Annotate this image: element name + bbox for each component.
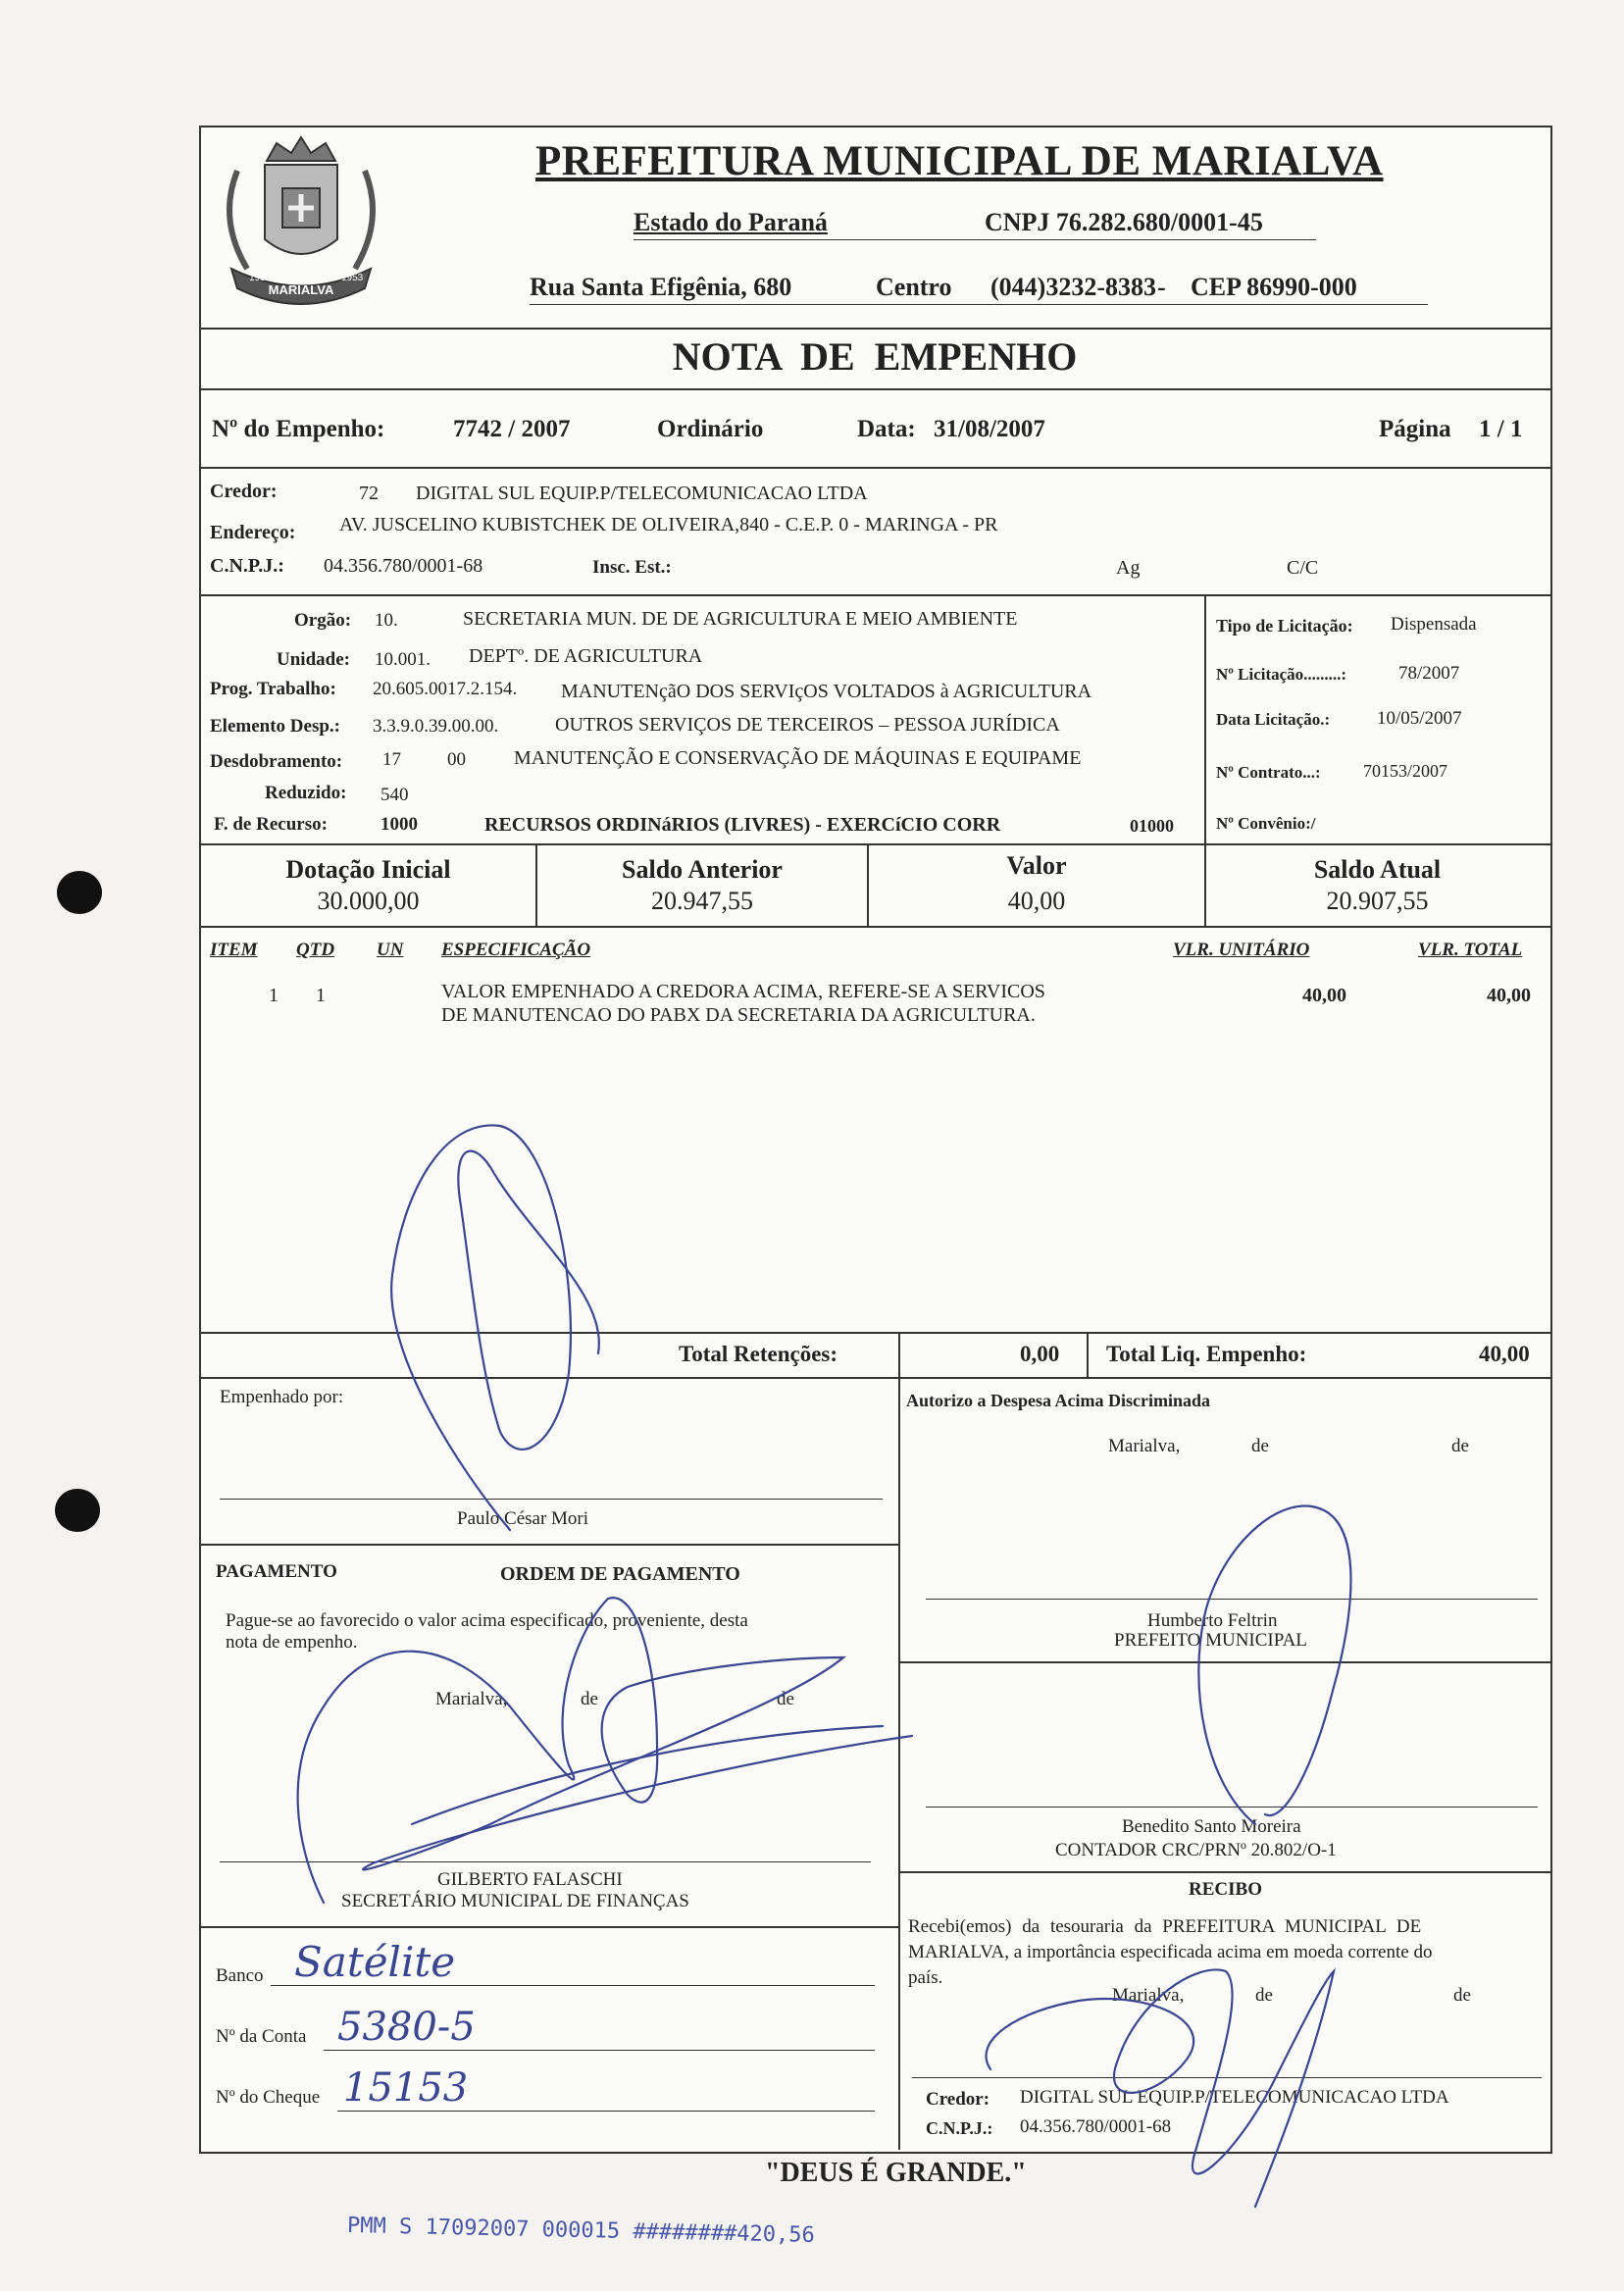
- empenho-type: Ordinário: [657, 416, 764, 442]
- unidade-name: DEPTº. DE AGRICULTURA: [469, 645, 703, 667]
- valor: 40,00: [1007, 887, 1066, 915]
- col-un: UN: [377, 940, 404, 960]
- punch-hole: [55, 1489, 100, 1532]
- header-district: Centro: [876, 273, 952, 301]
- col-spec: ESPECIFICAÇÃO: [441, 940, 591, 960]
- col-unit: VLR. UNITÁRIO: [1173, 940, 1310, 960]
- empenhado-name: Paulo César Mori: [457, 1508, 589, 1529]
- header-state: Estado do Paraná: [634, 208, 828, 236]
- header-title: PREFEITURA MUNICIPAL DE MARIALVA: [535, 138, 1384, 184]
- col-qtd: QTD: [296, 940, 335, 960]
- contador-title: CONTADOR CRC/PRNº 20.802/O-1: [1055, 1840, 1337, 1860]
- credor-address: AV. JUSCELINO KUBISTCHEK DE OLIVEIRA,840 - C.E.P. 0 - MARINGA - PR: [339, 514, 998, 535]
- page-label: Página: [1379, 416, 1451, 442]
- empenho-number: 7742 / 2007: [453, 416, 571, 442]
- header-cep: CEP 86990-000: [1191, 273, 1357, 301]
- col-item: ITEM: [210, 940, 258, 960]
- recibo-credor: DIGITAL SUL EQUIP.P/TELECOMUNICACAO LTDA: [1020, 2087, 1449, 2108]
- prefeito-title: PREFEITO MUNICIPAL: [1114, 1630, 1307, 1651]
- conta-handwritten: 5380-5: [337, 2005, 476, 2050]
- bank-stamp: PMM S 17092007 000015 ########420,56: [346, 2214, 816, 2248]
- total-liquido: 40,00: [1479, 1342, 1530, 1366]
- licitacao-numero: 78/2007: [1398, 663, 1460, 684]
- header-cnpj: CNPJ 76.282.680/0001-45: [985, 208, 1263, 236]
- dotacao-inicial: 30.000,00: [317, 887, 420, 915]
- header-phone: (044)3232-8383: [990, 273, 1156, 301]
- orgao-name: SECRETARIA MUN. DE DE AGRICULTURA E MEIO AMBIENTE: [463, 608, 1018, 630]
- empenho-number-label: Nº do Empenho:: [212, 416, 385, 442]
- crest-banner-text: MARIALVA: [268, 282, 334, 297]
- secretario-name: GILBERTO FALASCHI: [437, 1869, 623, 1890]
- secretario-title: SECRETÁRIO MUNICIPAL DE FINANÇAS: [341, 1891, 689, 1911]
- crest-logo: [208, 131, 394, 328]
- licitacao-tipo: Dispensada: [1391, 614, 1477, 635]
- desdobramento-name: MANUTENÇÃO E CONSERVAÇÃO DE MÁQUINAS E EQUIPAME: [514, 747, 1082, 769]
- programa-name: MANUTENçãO DOS SERVIçOS VOLTADOS à AGRICULTURA: [561, 681, 1092, 702]
- empenho-date: 31/08/2007: [934, 416, 1045, 442]
- header-address: Rua Santa Efigênia, 680: [530, 273, 792, 301]
- recibo-cnpj: 04.356.780/0001-68: [1020, 2116, 1172, 2137]
- saldo-anterior: 20.947,55: [651, 887, 753, 915]
- credor-name: DIGITAL SUL EQUIP.P/TELECOMUNICACAO LTDA: [416, 483, 868, 504]
- page-number: 1 / 1: [1479, 416, 1523, 442]
- document-title: NOTA DE EMPENHO: [672, 334, 1078, 379]
- recurso-name: RECURSOS ORDINáRIOS (LIVRES) - EXERCíCIO CORR: [484, 814, 1001, 836]
- saldo-atual: 20.907,55: [1326, 887, 1429, 915]
- total-retencoes: 0,00: [1020, 1342, 1060, 1366]
- empenho-date-label: Data:: [857, 416, 916, 442]
- motto: "DEUS É GRANDE.": [765, 2158, 1027, 2188]
- banco-handwritten: Satélite: [294, 1938, 456, 1986]
- licitacao-data: 10/05/2007: [1377, 708, 1462, 729]
- contrato-numero: 70153/2007: [1363, 761, 1448, 781]
- col-total: VLR. TOTAL: [1418, 940, 1523, 960]
- elemento-name: OUTROS SERVIÇOS DE TERCEIROS – PESSOA JURÍDICA: [555, 714, 1060, 736]
- punch-hole: [57, 871, 102, 914]
- credor-code: 72: [359, 483, 379, 504]
- contador-name: Benedito Santo Moreira: [1122, 1816, 1301, 1837]
- svg-text:1951: 1951: [249, 273, 272, 283]
- cheque-handwritten: 15153: [343, 2065, 469, 2111]
- svg-text:1953: 1953: [341, 273, 364, 283]
- prefeito-name: Humberto Feltrin: [1147, 1610, 1278, 1631]
- convenio-label: Nº Convênio:/: [1216, 814, 1316, 833]
- credor-cnpj: 04.356.780/0001-68: [324, 555, 483, 577]
